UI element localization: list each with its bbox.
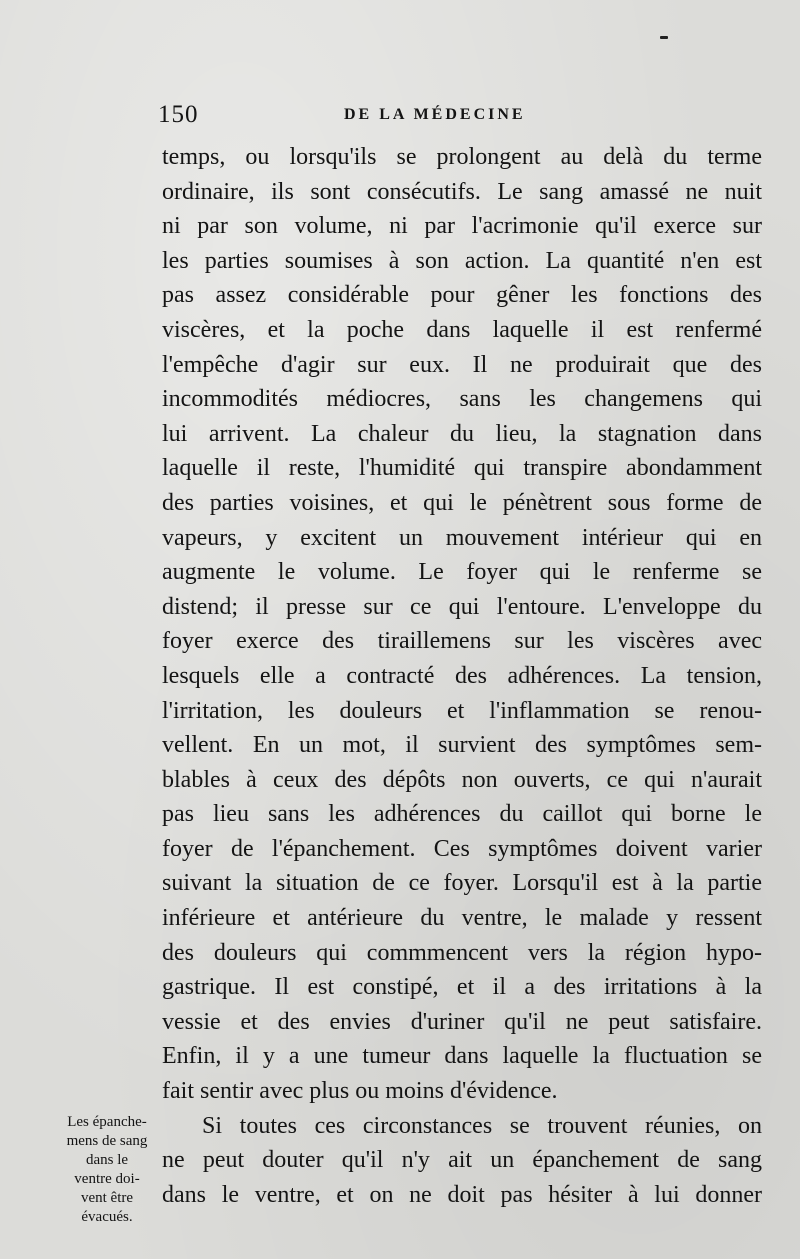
text-line: lesquels elle a contracté des adhérences. La tension,	[162, 662, 762, 689]
text-line: Si toutes ces circonstances se trouvent réunies, on	[202, 1112, 762, 1139]
margin-note	[52, 1113, 162, 1227]
text-line: augmente le volume. Le foyer qui le renferme se	[162, 559, 762, 586]
margin-note-line: évacués.	[81, 1209, 133, 1225]
text-line: vessie et des envies d'uriner qu'il ne peut satisfaire.	[162, 1008, 762, 1035]
body-text	[162, 140, 762, 1212]
text-line: vellent. En un mot, il survient des symptômes sem-	[162, 732, 762, 759]
text-line: temps, ou lorsqu'ils se prolongent au delà du terme	[162, 144, 762, 170]
text-line: dans le ventre, et on ne doit pas hésiter à lui donner	[162, 1181, 762, 1208]
margin-note-line: mens de sang	[66, 1133, 148, 1149]
text-line: pas lieu sans les adhérences du caillot qui borne le	[162, 801, 762, 828]
text-line: vapeurs, y excitent un mouvement intérieur qui en	[162, 524, 762, 551]
text-line: des parties voisines, et qui le pénètrent sous forme de	[162, 489, 762, 516]
page-number: 150	[158, 101, 199, 128]
text-line: incommodités médiocres, sans les changemens qui	[162, 386, 762, 413]
text-line: blables à ceux des dépôts non ouverts, ce qui n'aurait	[162, 766, 762, 793]
text-line: suivant la situation de ce foyer. Lorsqu'il est à la partie	[162, 870, 762, 897]
text-line: foyer exerce des tiraillemens sur les viscères avec	[162, 628, 762, 655]
text-line: des douleurs qui commmencent vers la région hypo-	[162, 939, 762, 966]
text-line: ordinaire, ils sont consécutifs. Le sang amassé ne nuit	[162, 178, 762, 205]
text-line: Enfin, il y a une tumeur dans laquelle la fluctuation se	[162, 1043, 762, 1070]
text-line: l'empêche d'agir sur eux. Il ne produirait que des	[162, 351, 762, 378]
text-line: les parties soumises à son action. La quantité n'en est	[162, 247, 762, 274]
text-line: lui arrivent. La chaleur du lieu, la stagnation dans	[162, 420, 762, 447]
running-head: DE LA MÉDECINE	[344, 106, 526, 123]
text-line: distend; il presse sur ce qui l'entoure. L'enveloppe du	[162, 593, 762, 620]
margin-note-line: Les épanche-	[67, 1114, 147, 1130]
text-line: pas assez considérable pour gêner les fonctions des	[162, 282, 762, 309]
text-line: fait sentir avec plus ou moins d'évidence.	[162, 1078, 558, 1105]
text-line: l'irritation, les douleurs et l'inflammation se renou-	[162, 697, 762, 724]
margin-note-line: dans le	[85, 1152, 129, 1168]
margin-note-line: vent être	[80, 1190, 134, 1206]
text-line: gastrique. Il est constipé, et il a des irritations à la	[162, 974, 762, 1001]
margin-note-line: ventre doi-	[74, 1171, 140, 1187]
ink-speck	[660, 36, 668, 39]
text-line: laquelle il reste, l'humidité qui transpire abondamment	[162, 455, 762, 482]
text-line: ne peut douter qu'il n'y ait un épanchement de sang	[162, 1147, 762, 1174]
text-line: viscères, et la poche dans laquelle il est renfermé	[162, 316, 762, 343]
text-line: foyer de l'épanchement. Ces symptômes doivent varier	[162, 835, 762, 862]
text-line: ni par son volume, ni par l'acrimonie qu'il exerce sur	[162, 213, 762, 240]
text-line: inférieure et antérieure du ventre, le malade y ressent	[162, 905, 762, 932]
page-header	[158, 101, 758, 131]
